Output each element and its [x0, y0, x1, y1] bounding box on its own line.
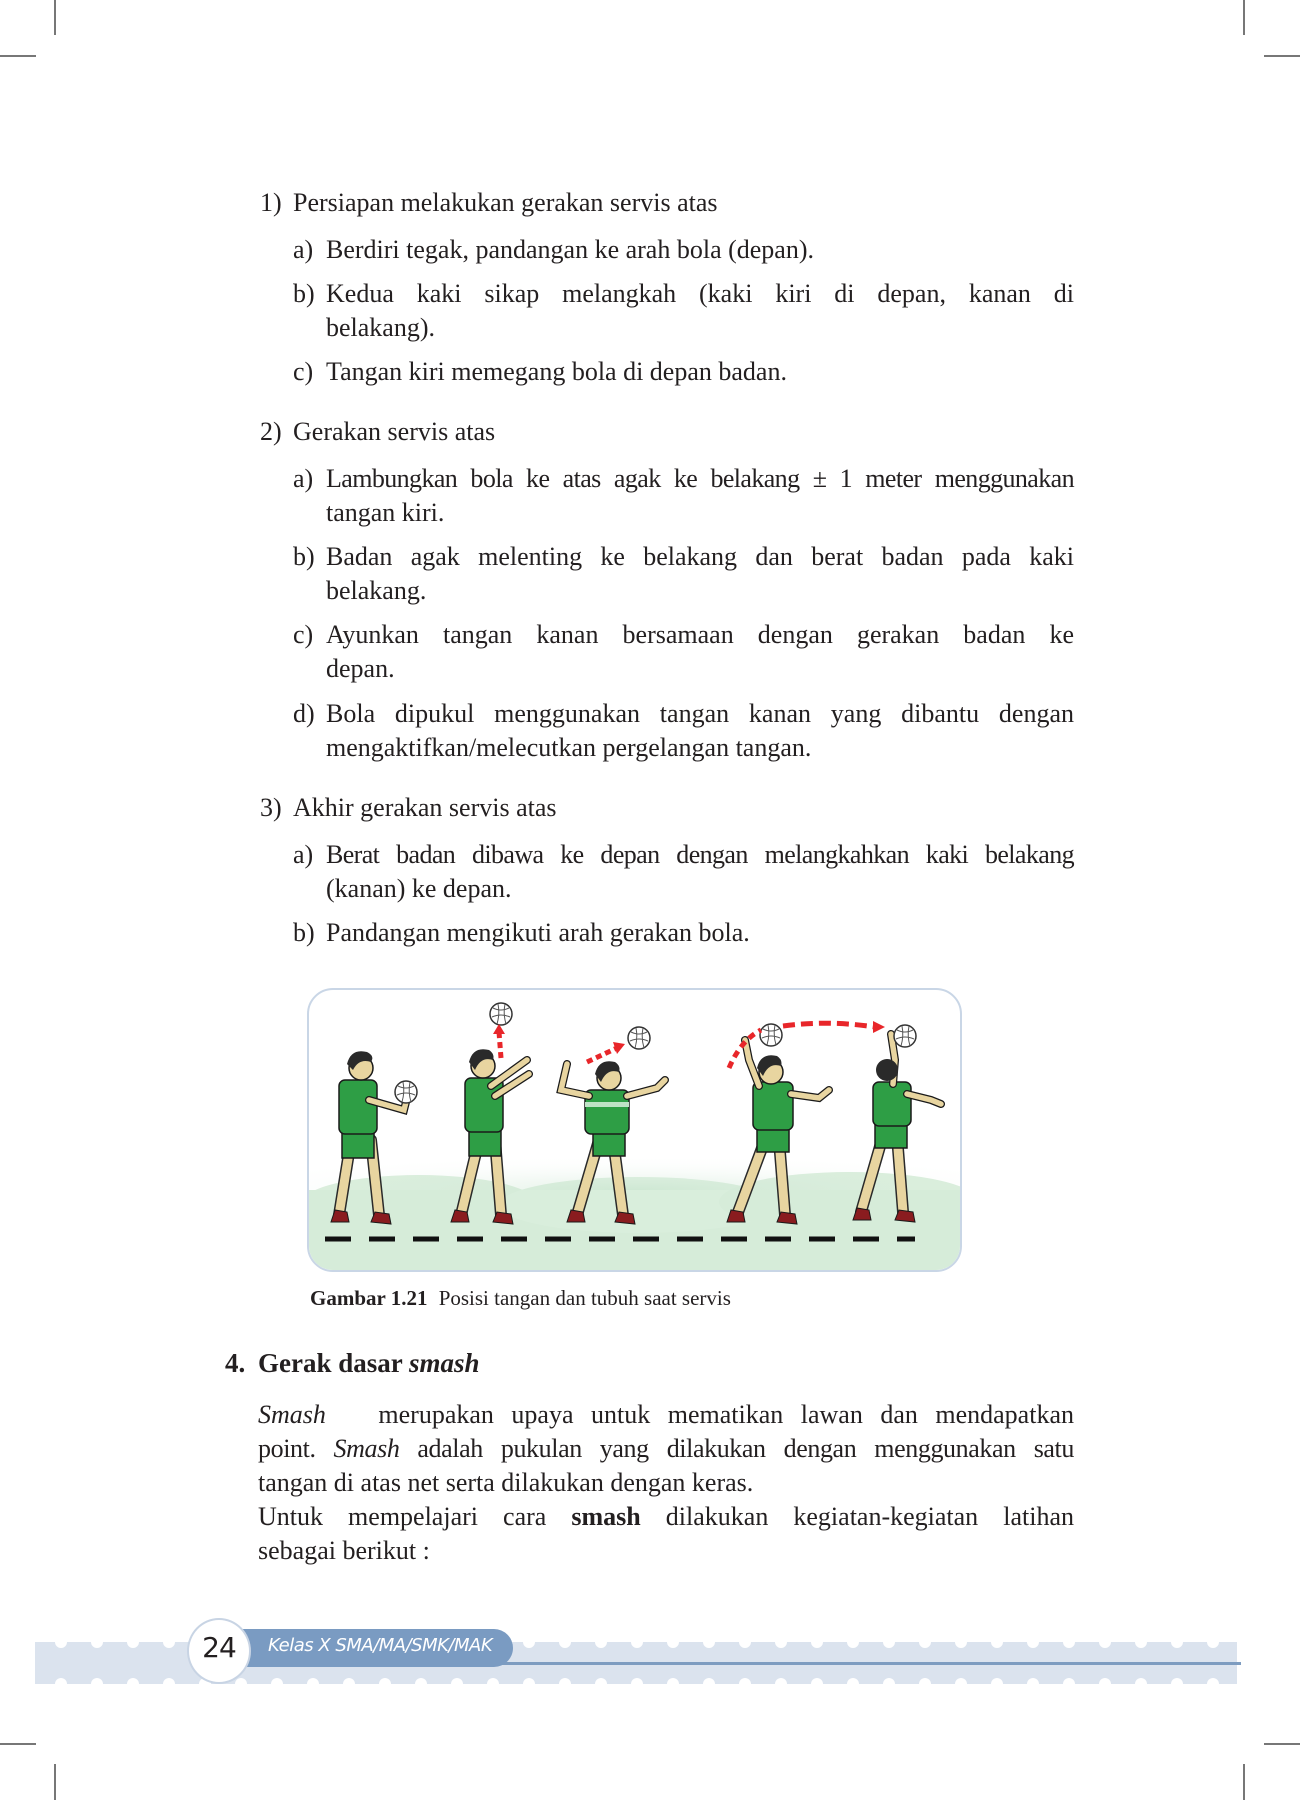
- section-title: Persiapan melakukan gerakan servis atas: [293, 188, 718, 217]
- list-item-text: [326, 540, 1074, 608]
- text-line: [258, 1500, 1074, 1534]
- text-line: Berat badan dibawa ke depan dengan melangkahkan kaki belakang: [326, 840, 1074, 869]
- list-letter: c): [293, 620, 314, 649]
- text-span: dilakukan kegiatan-kegiatan latihan: [640, 1502, 1074, 1531]
- text-line: sebagai berikut :: [258, 1536, 430, 1565]
- text-span: adalah pukulan yang dilakukan dengan menggunakan satu: [399, 1434, 1074, 1463]
- list-item-text: [326, 462, 1074, 530]
- crop-mark: [1264, 55, 1300, 57]
- list-letter: d): [293, 699, 315, 728]
- list-item-text: Berdiri tegak, pandangan ke arah bola (depan).: [326, 235, 815, 264]
- list-letter: a): [293, 840, 314, 869]
- list-letter: b): [293, 542, 315, 571]
- page-number: 24: [202, 1631, 236, 1664]
- text-line: Kedua kaki sikap melangkah (kaki kiri di depan, kanan di: [326, 279, 1074, 308]
- text-span: Untuk mempelajari cara: [258, 1502, 572, 1531]
- list-number: 2): [260, 417, 282, 446]
- figure-caption: [310, 1286, 731, 1311]
- crop-mark: [0, 55, 36, 57]
- text-line: Badan agak melenting ke belakang dan berat badan pada kaki: [326, 542, 1074, 571]
- list-number: 1): [260, 188, 282, 217]
- volleyball-serve-sequence-image: [309, 990, 960, 1270]
- list-item-text: Tangan kiri memegang bola di depan badan.: [326, 357, 787, 386]
- text-line: depan.: [326, 654, 395, 683]
- list-item-text: [326, 618, 1074, 686]
- text-line: Lambungkan bola ke atas agak ke belakang ± 1 meter menggunakan: [326, 464, 1074, 493]
- heading-italic: smash: [409, 1348, 480, 1378]
- text-line: [258, 1398, 1074, 1432]
- crop-mark: [1243, 0, 1245, 35]
- list-item-text: [326, 838, 1074, 906]
- text-line: tangan di atas net serta dilakukan dengan keras.: [258, 1468, 754, 1497]
- figure-caption-text: Posisi tangan dan tubuh saat servis: [438, 1286, 731, 1310]
- section-title: Gerakan servis atas: [293, 417, 496, 446]
- crop-mark: [1243, 1764, 1245, 1800]
- footer-book-label: Kelas X SMA/MA/SMK/MAK: [268, 1635, 493, 1656]
- text-line: belakang).: [326, 313, 436, 342]
- list-item-text: Pandangan mengikuti arah gerakan bola.: [326, 918, 750, 947]
- footer-rule: [500, 1662, 1241, 1665]
- text-line: tangan kiri.: [326, 498, 445, 527]
- section-heading: [225, 1348, 480, 1379]
- crop-mark: [1264, 1743, 1300, 1745]
- list-letter: b): [293, 918, 315, 947]
- section-title: Akhir gerakan servis atas: [293, 793, 557, 822]
- list-letter: a): [293, 235, 314, 264]
- list-item-text: [326, 277, 1074, 345]
- list-letter: c): [293, 357, 314, 386]
- list-item-text: [326, 697, 1074, 765]
- text-line: Bola dipukul menggunakan tangan kanan yang dibantu dengan: [326, 699, 1074, 728]
- text-span: point.: [258, 1434, 334, 1463]
- heading-text: Gerak dasar: [258, 1348, 410, 1378]
- italic-term: Smash: [333, 1434, 400, 1463]
- italic-term: Smash: [258, 1400, 326, 1429]
- crop-mark: [0, 1743, 36, 1745]
- figure-illustration: [307, 988, 962, 1272]
- smash-paragraph: [258, 1398, 1074, 1568]
- text-line: [258, 1432, 1074, 1466]
- text-line: belakang.: [326, 576, 427, 605]
- heading-number: 4.: [225, 1348, 246, 1378]
- bold-term: smash: [571, 1502, 641, 1531]
- text-line: (kanan) ke depan.: [326, 874, 512, 903]
- list-letter: b): [293, 279, 315, 308]
- crop-mark: [54, 1764, 56, 1800]
- text-line: mengaktifkan/melecutkan pergelangan tangan.: [326, 733, 812, 762]
- list-letter: a): [293, 464, 314, 493]
- text-line: Ayunkan tangan kanan bersamaan dengan gerakan badan ke: [326, 620, 1074, 649]
- figure-caption-label: Gambar 1.21: [310, 1286, 428, 1310]
- text-span: merupakan upaya untuk mematikan lawan dan mendapatkan: [378, 1400, 1074, 1429]
- list-number: 3): [260, 793, 282, 822]
- crop-mark: [54, 0, 56, 35]
